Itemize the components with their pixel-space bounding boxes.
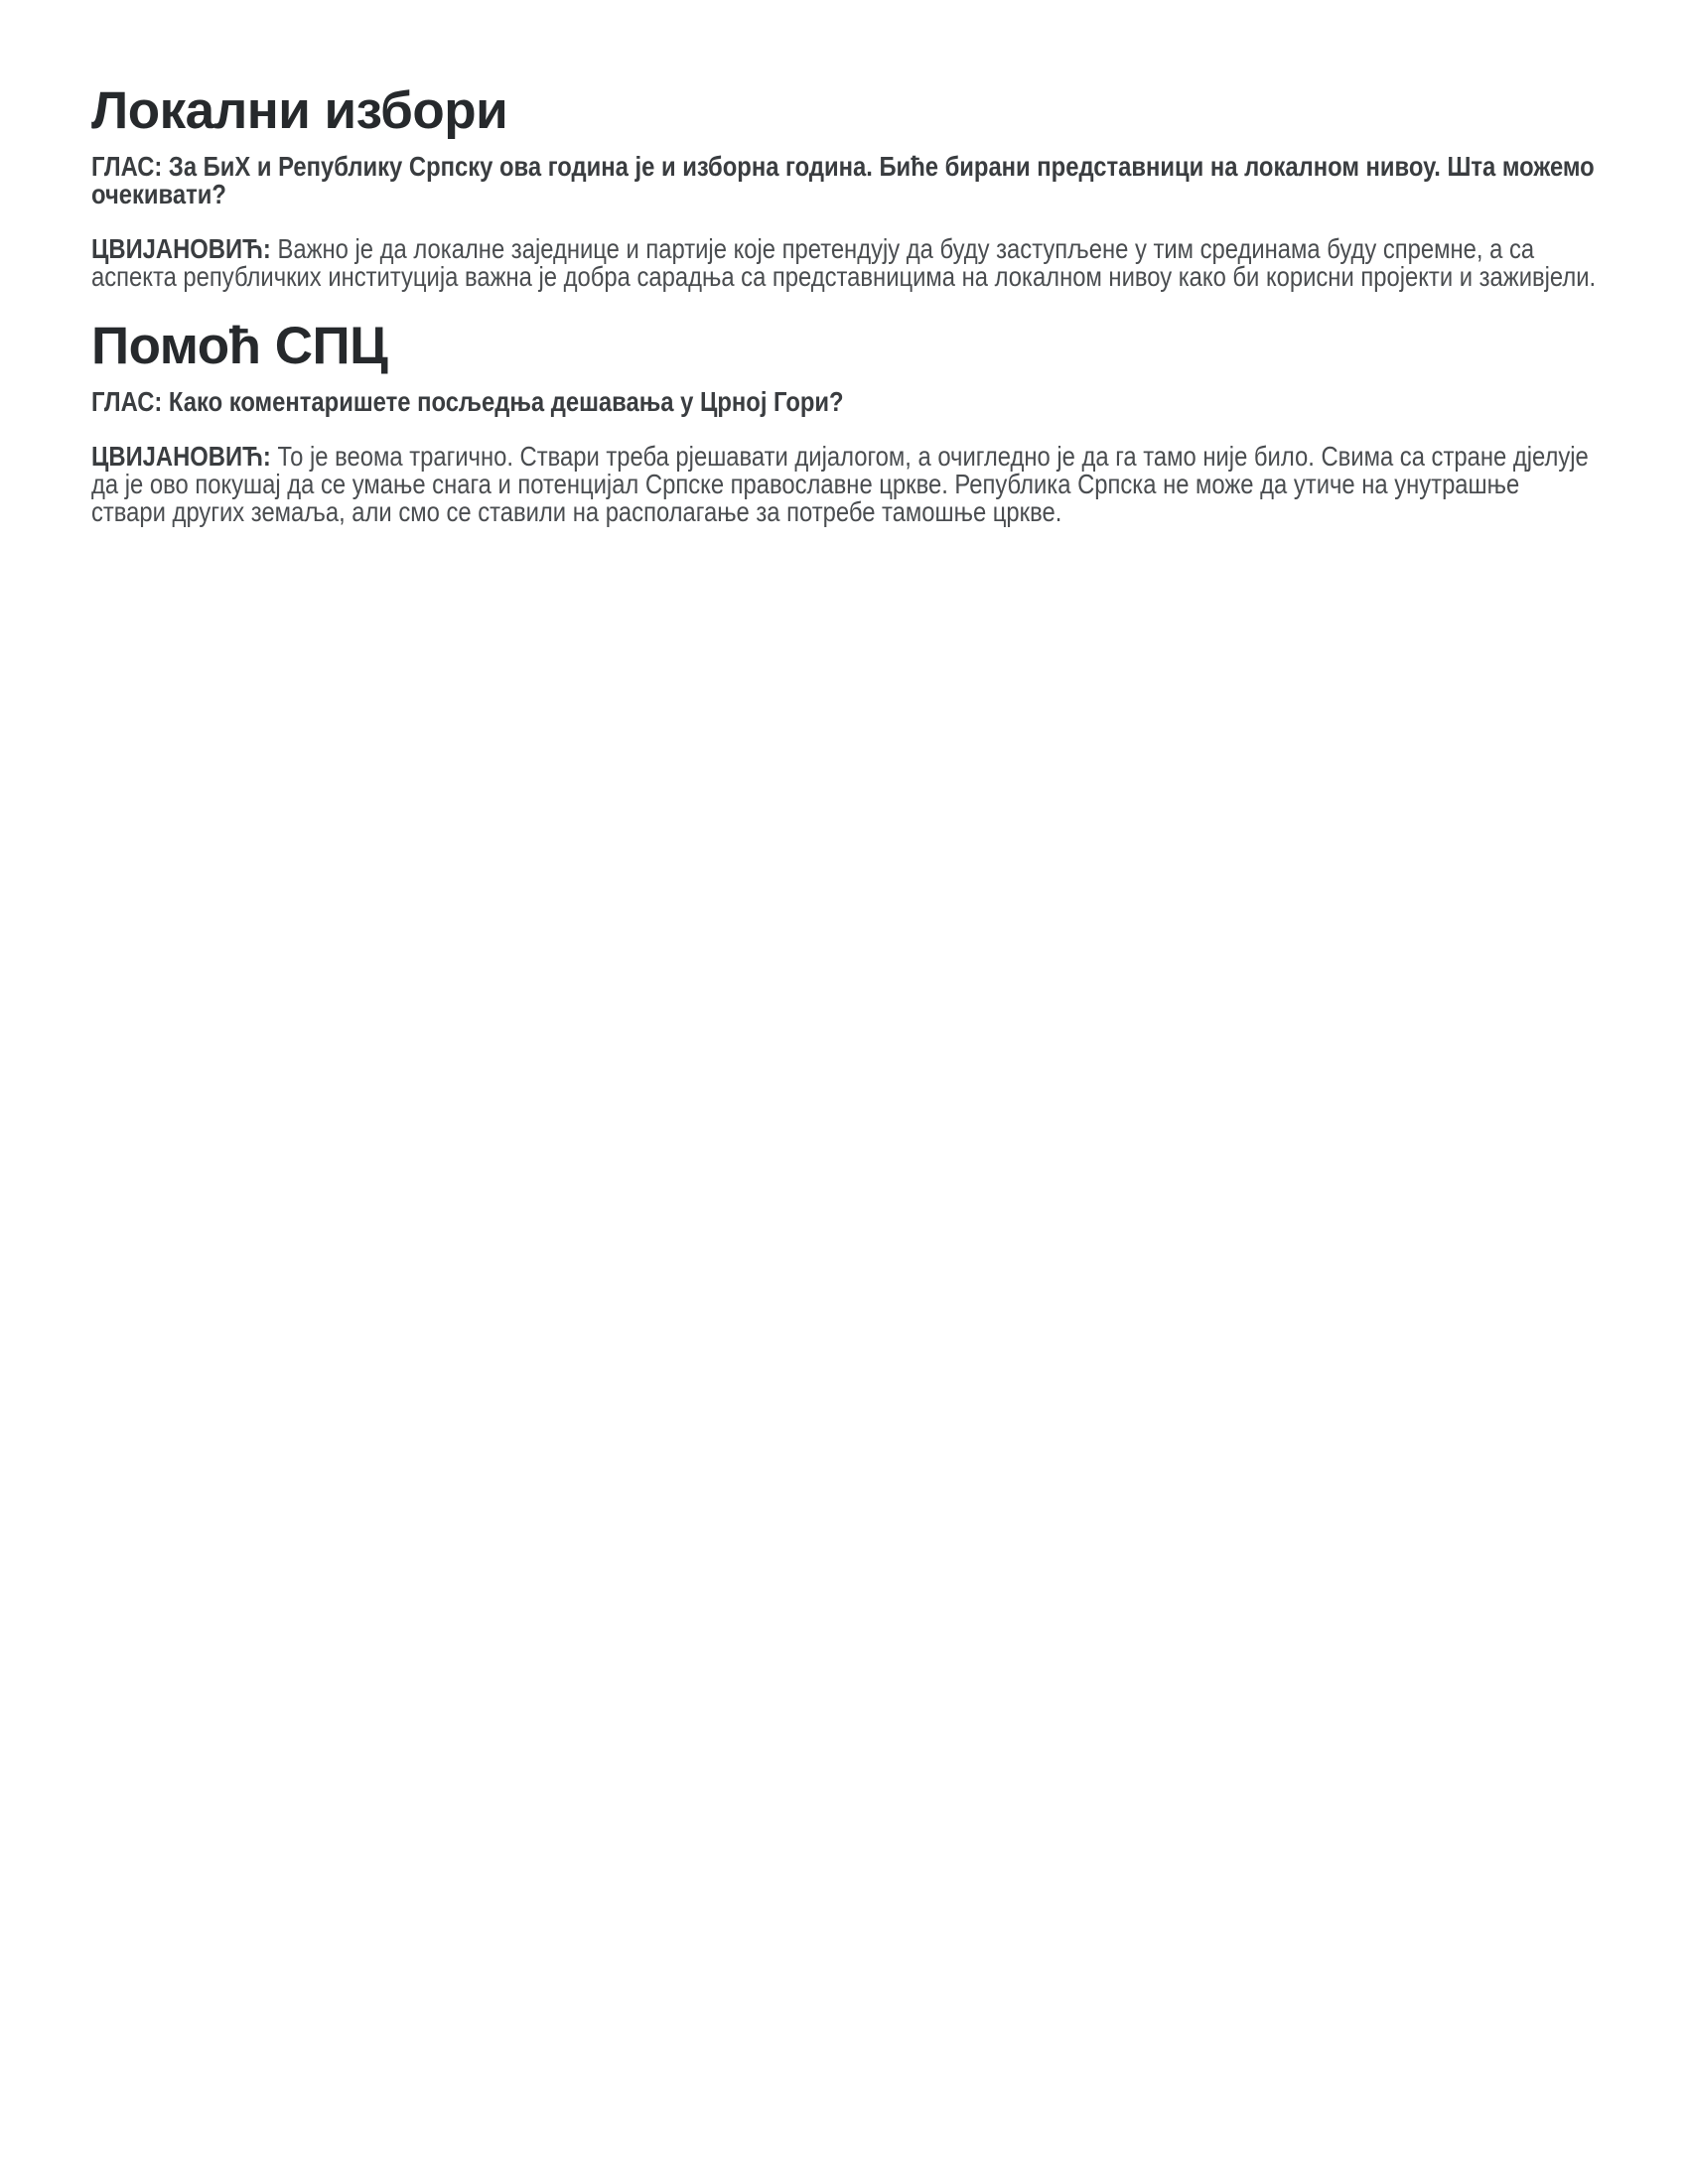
interview-question — [91, 153, 1600, 208]
interview-question — [91, 388, 1600, 416]
speaker-label: ЦВИЈАНОВИЋ: — [91, 233, 271, 264]
speaker-label: ЦВИЈАНОВИЋ: — [91, 441, 271, 472]
answer-text: То је веома трагично. Ствари треба рјешавати дијалогом, а очигледно је да га тамо није било. Свима са стране дјелује да је ово покушај да се умање снага и потенцијал Српске православне цркве. Република Српска не може да утиче на унутрашње ствари других земаља, али смо се ставили на располагање за потребе тамошње цркве. — [91, 441, 1589, 527]
interview-answer — [91, 443, 1600, 526]
answer-text: Важно је да локалне заједнице и партије које претендују да буду заступљене у тим срединама буду спремне, а са аспекта републичких институција важна је добра сарадња са представницима на локалном нивоу како би корисни пројекти и заживјели. — [91, 233, 1597, 292]
section-heading-local-elections: Локални избори — [91, 81, 508, 140]
section-heading-spc-help: Помоћ СПЦ — [91, 317, 388, 375]
article — [0, 0, 1688, 526]
interview-answer — [91, 235, 1600, 291]
speaker-label: ГЛАС: — [91, 386, 163, 417]
question-text: За БиХ и Републику Српску ова година је и изборна година. Биће бирани представници на локалном нивоу. Шта можемо очекивати? — [91, 151, 1595, 209]
question-text: Како коментаришете посљедња дешавања у Црној Гори? — [168, 386, 844, 417]
speaker-label: ГЛАС: — [91, 151, 163, 182]
